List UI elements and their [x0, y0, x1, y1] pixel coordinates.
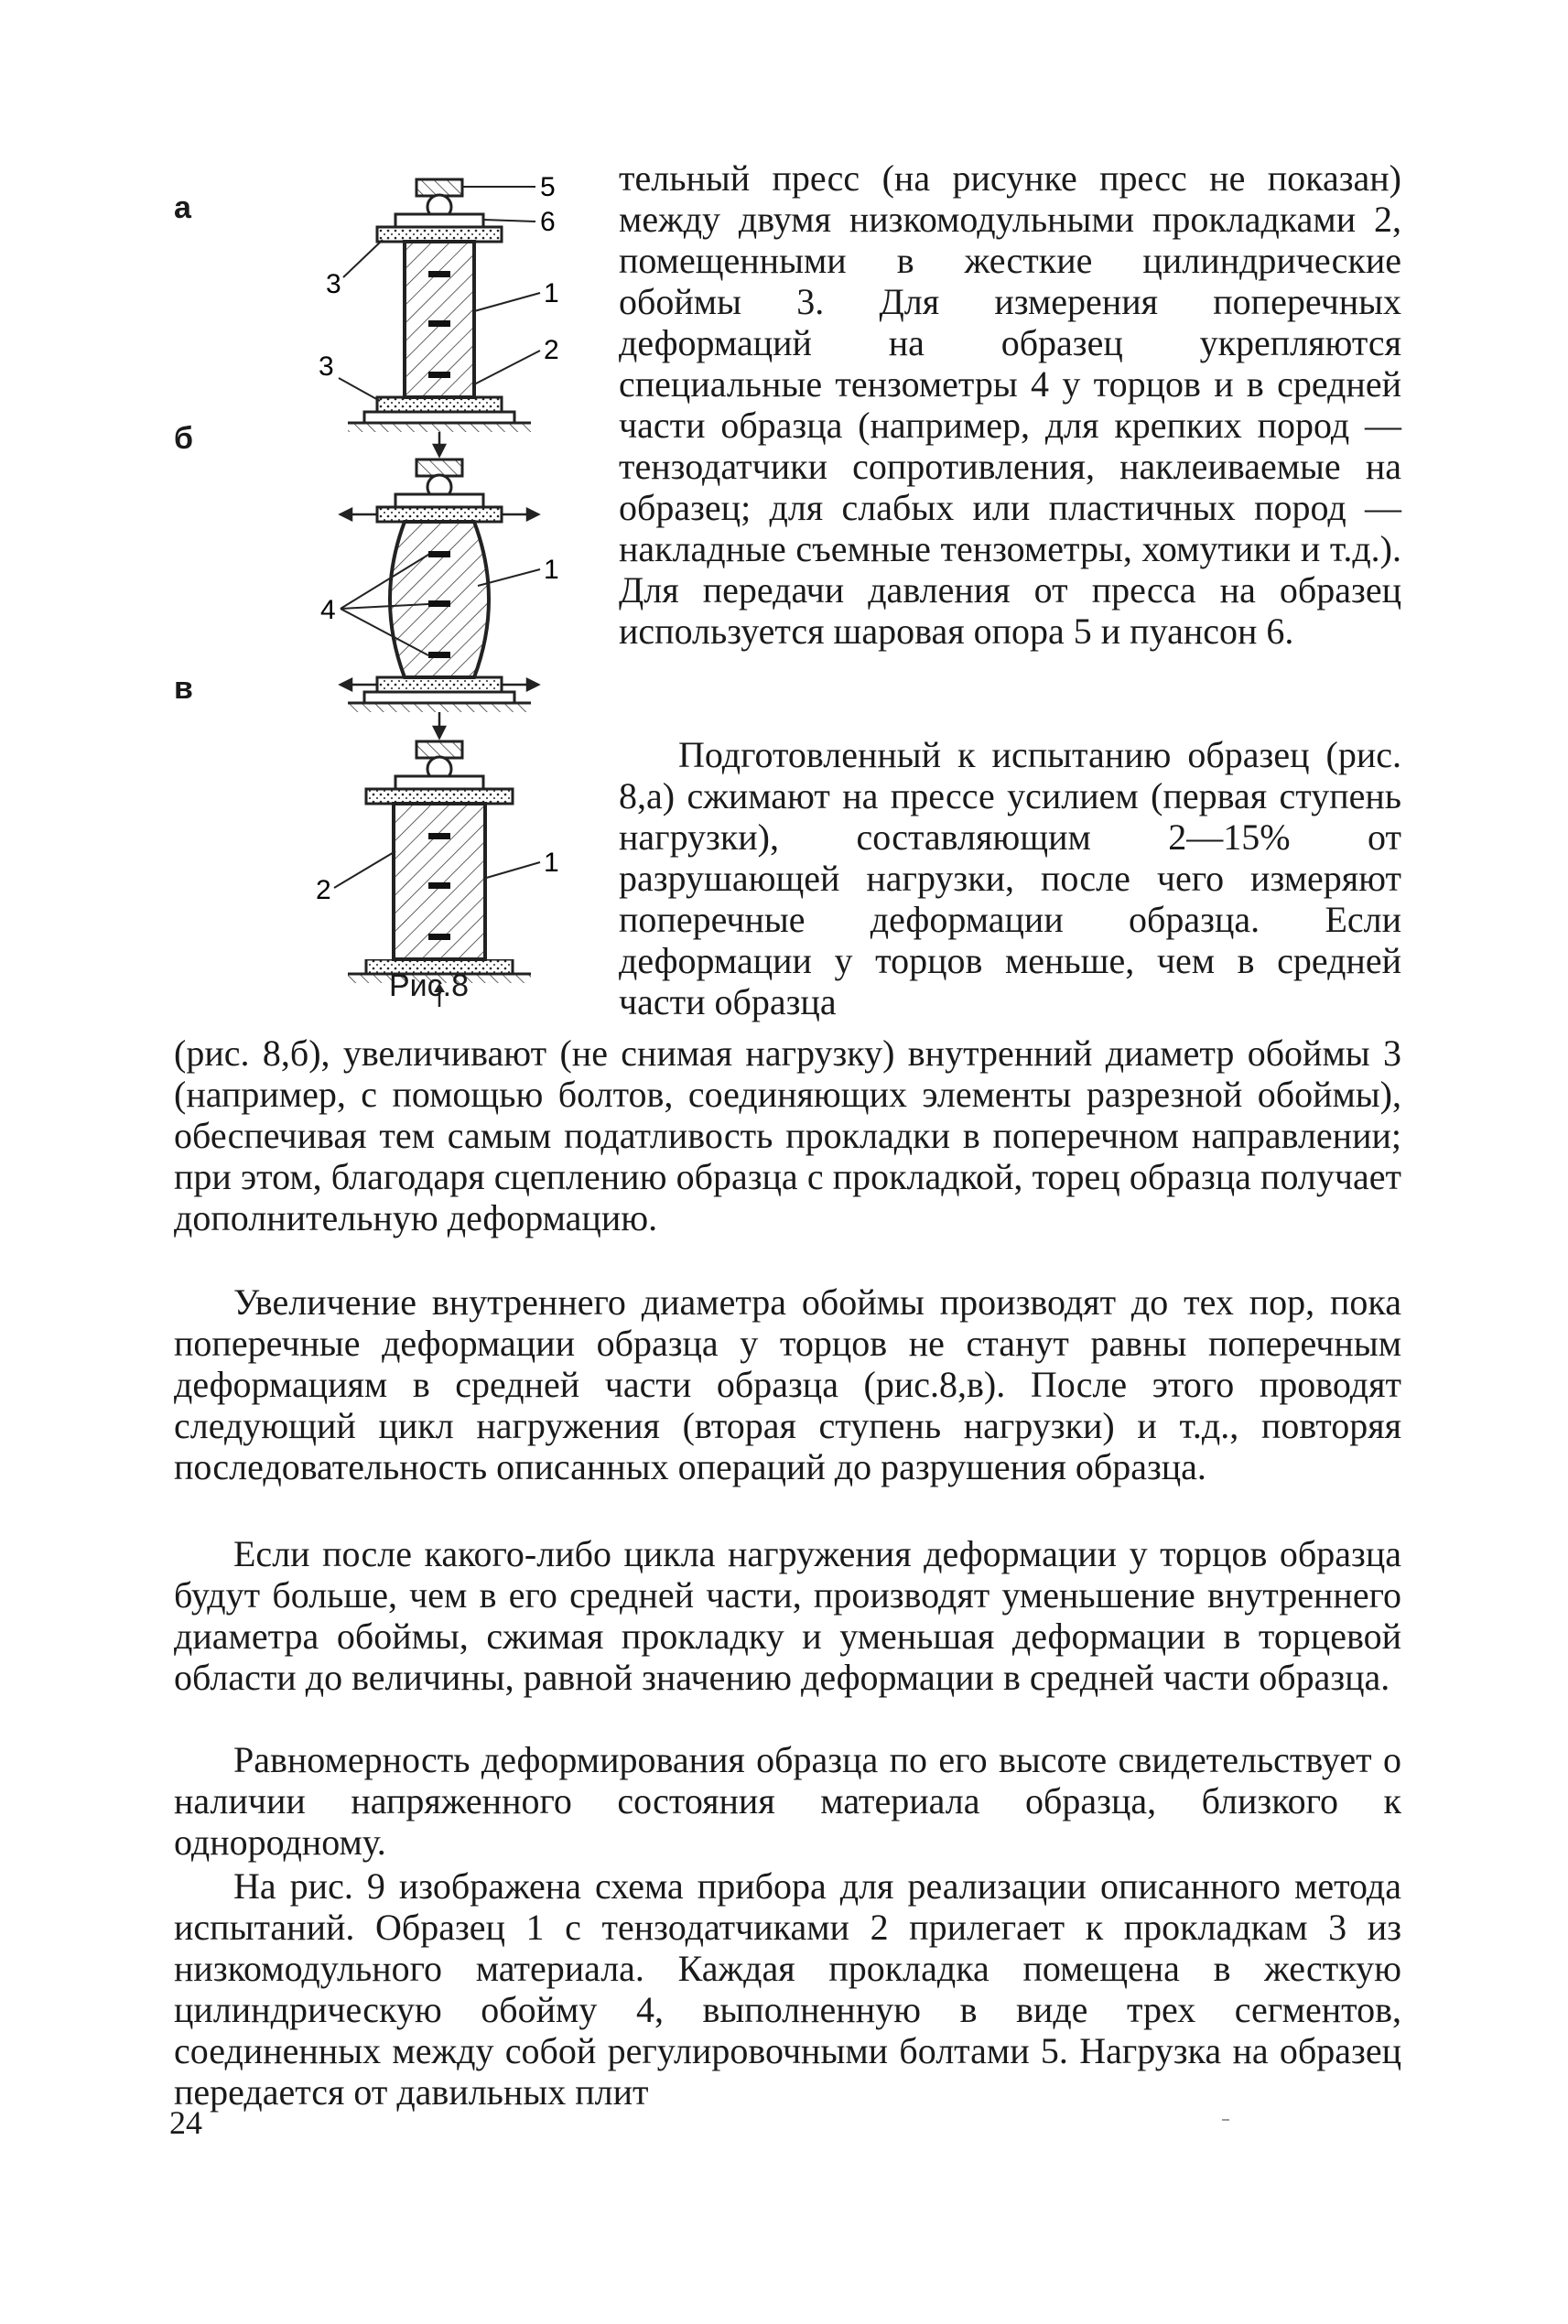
figure-8 [137, 156, 577, 1007]
panel-a-assembly [348, 179, 531, 432]
page-number: 24 [169, 2104, 202, 2141]
arrow-a-to-b [434, 432, 445, 456]
paragraph-6: На рис. 9 изображена схема прибора для реализации описанного метода испытаний. Образец 1 с тензодатчиками 2 прилегает к прокладкам 3 из низкомодульного материала. Каждая прокладка помещена в жесткую цилиндрическую обойму 4, выполненную в виде трех сегментов, соединенных между собой регулировочными болтами 5. Нагрузка на образец передается от давильных плит [174, 1865, 1401, 2113]
callout-2-a: 2 [544, 335, 559, 365]
paragraph-5: Равномерность деформирования образца по его высоте свидетельствует о наличии напряженного состояния материала образца, близкого к однородному. [174, 1739, 1401, 1863]
panel-c-assembly [366, 741, 513, 959]
paragraph-2-continued: (рис. 8,б), увеличивают (не снимая нагрузку) внутренний диаметр обоймы 3 (например, с помощью болтов, соединяющих элементы разрезной обоймы), обеспечивая тем самым податливость прокладки в поперечном направлении; при этом, благодаря сцеплению образца с прокладкой, торец образца получает дополнительную деформацию. [174, 1032, 1401, 1238]
figure-caption: Рис.8 [389, 968, 470, 1003]
paragraph-2-start: Подготовленный к испытанию образец (рис. 8,а) сжимают на прессе усилием (первая ступень нагрузки), составляющим 2—15% от разрушающей нагрузки, после чего измеряют поперечные деформации образца. Если деформации у торцов меньше, чем в средней части образца [619, 734, 1401, 1022]
callout-1-c: 1 [544, 848, 559, 878]
paragraph-4: Если после какого-либо цикла нагружения деформации у торцов образца будут больше, чем в его средней части, производят уменьшение внутреннего диаметра обоймы, сжимая прокладку и уменьшая деформации в торцевой области до величины, равной значению деформации в средней части образца. [174, 1533, 1401, 1698]
panel-label-a: а [174, 190, 191, 225]
callout-3-top: 3 [326, 269, 341, 299]
callout-1-b: 1 [544, 555, 559, 585]
paragraph-3: Увеличение внутреннего диаметра обоймы производят до тех пор, пока поперечные деформации образца у торцов не станут равны поперечным деформациям в средней части образца (рис.8,в). После этого проводят следующий цикл нагружения (вторая ступень нагрузки) и т.д., повторяя последовательность описанных операций до разрушения образца. [174, 1281, 1401, 1487]
callout-5: 5 [540, 172, 556, 202]
callout-3-bottom: 3 [319, 351, 334, 382]
arrow-b-to-c [434, 712, 445, 738]
callout-1-a: 1 [544, 278, 559, 308]
figure-8-drawing [137, 156, 577, 961]
callout-2-c: 2 [316, 875, 331, 905]
panel-b-assembly [348, 459, 531, 712]
panel-label-c: в [174, 671, 193, 706]
paragraph-1: тельный пресс (на рисунке пресс не показан) между двумя низкомодульными прокладками 2, помещенными в жесткие цилиндрические обоймы 3. Для измерения поперечных деформаций на образец укрепляются специальные тензометры 4 у торцов и в средней части образца (например, для крепких пород — тензодатчики сопротивления, наклеиваемые на образец; для слабых или пластичных пород — накладные съемные тензометры, хомутики и т.д.). Для передачи давления от пресса на образец используется шаровая опора 5 и пуансон 6. [619, 157, 1401, 652]
panel-label-b: б [174, 421, 194, 456]
scan-speck [1222, 2119, 1229, 2121]
callout-6: 6 [540, 207, 556, 237]
callout-4: 4 [320, 595, 336, 625]
figure-8-base [137, 959, 577, 1014]
